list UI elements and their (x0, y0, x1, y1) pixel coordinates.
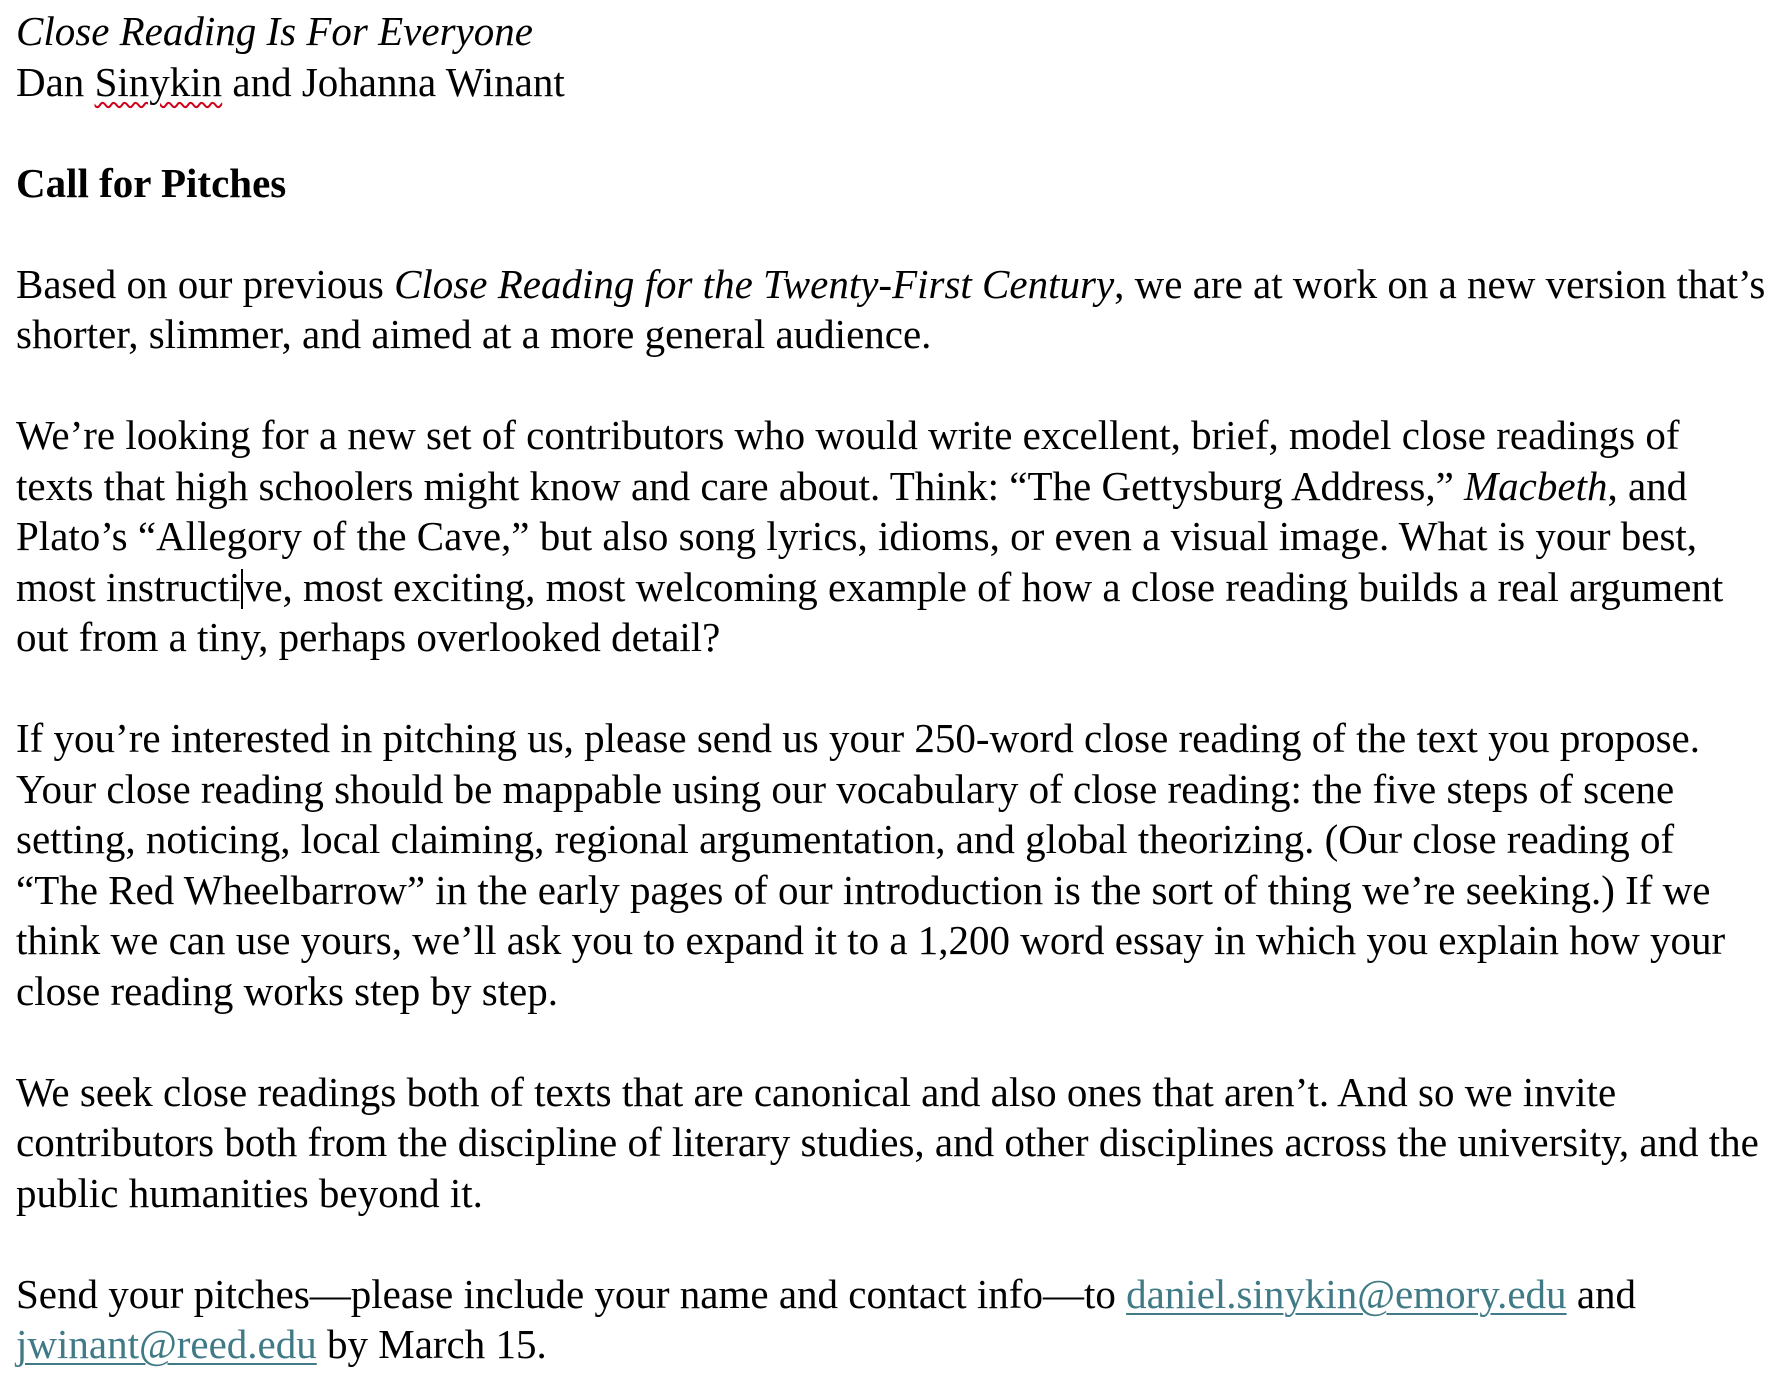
blank-line (16, 208, 1766, 259)
paragraph-text: Based on our previous (16, 260, 395, 307)
document-body[interactable] (16, 6, 1766, 1370)
paragraph-text: Send your pitches—please include your name and contact info—to (16, 1270, 1127, 1317)
email-link-sinykin[interactable]: daniel.sinykin@emory.edu (1126, 1270, 1567, 1317)
paragraph-submission (16, 1269, 1766, 1370)
author-text-rest: and Johanna Winant (222, 58, 565, 105)
blank-line (16, 1016, 1766, 1067)
blank-line (16, 360, 1766, 411)
blank-line (16, 107, 1766, 158)
paragraph-text: , we are at work on a new version that’s shorter, slimmer, and aimed at a more general audience. (16, 260, 1766, 357)
book-title: Close Reading Is For Everyone (16, 8, 533, 54)
paragraph-pitching: If you’re interested in pitching us, please send us your 250-word close reading of the text you propose. Your close reading should be mappable using our vocabulary of close reading: the five steps of scene setting, noticing, local claiming, regional argumentation, and global theorizing. (Our close reading of “The Red Wheelbarrow” in the early pages of our introduction is the sort of thing we’re seeking.) If we think we can use yours, we’ll ask you to expand it to a 1,200 word essay in which you explain how your close reading works step by step. (16, 715, 1726, 1014)
paragraph-contributors (16, 410, 1766, 663)
blank-line (16, 663, 1766, 714)
section-heading: Call for Pitches (16, 159, 287, 206)
author-line (16, 57, 1766, 108)
blank-line (16, 1218, 1766, 1269)
paragraph-canonical: We seek close readings both of texts that are canonical and also ones that aren’t. And so we invite contributors both from the discipline of literary studies, and other disciplines across the university, and the public humanities beyond it. (16, 1068, 1759, 1216)
document-title (16, 6, 1766, 57)
spellcheck-flagged-word[interactable]: Sinykin (94, 58, 223, 105)
paragraph-intro (16, 259, 1766, 360)
email-link-winant[interactable]: jwinant@reed.edu (16, 1321, 317, 1367)
author-text: Dan (16, 58, 95, 105)
macbeth-title: Macbeth (1464, 462, 1608, 509)
paragraph-text: ve, most exciting, most welcoming example of how a close reading builds a real argument out from a tiny, perhaps overlooked detail? (16, 563, 1724, 660)
paragraph-text: We’re looking for a new set of contributors who would write excellent, brief, model close readings of texts that high schoolers might know and care about. Think: “The Gettysburg Address,” (16, 412, 1680, 509)
previous-book-title: Close Reading for the Twenty-First Century (394, 260, 1115, 307)
paragraph-text: and (1566, 1270, 1637, 1317)
paragraph-text: , and Plato’s “Allegory of the Cave,” but also song lyrics, idioms, or even a visual image. What is your best, most instructi (16, 462, 1698, 610)
paragraph-text: by March 15. (316, 1321, 547, 1367)
text-cursor (241, 569, 243, 609)
